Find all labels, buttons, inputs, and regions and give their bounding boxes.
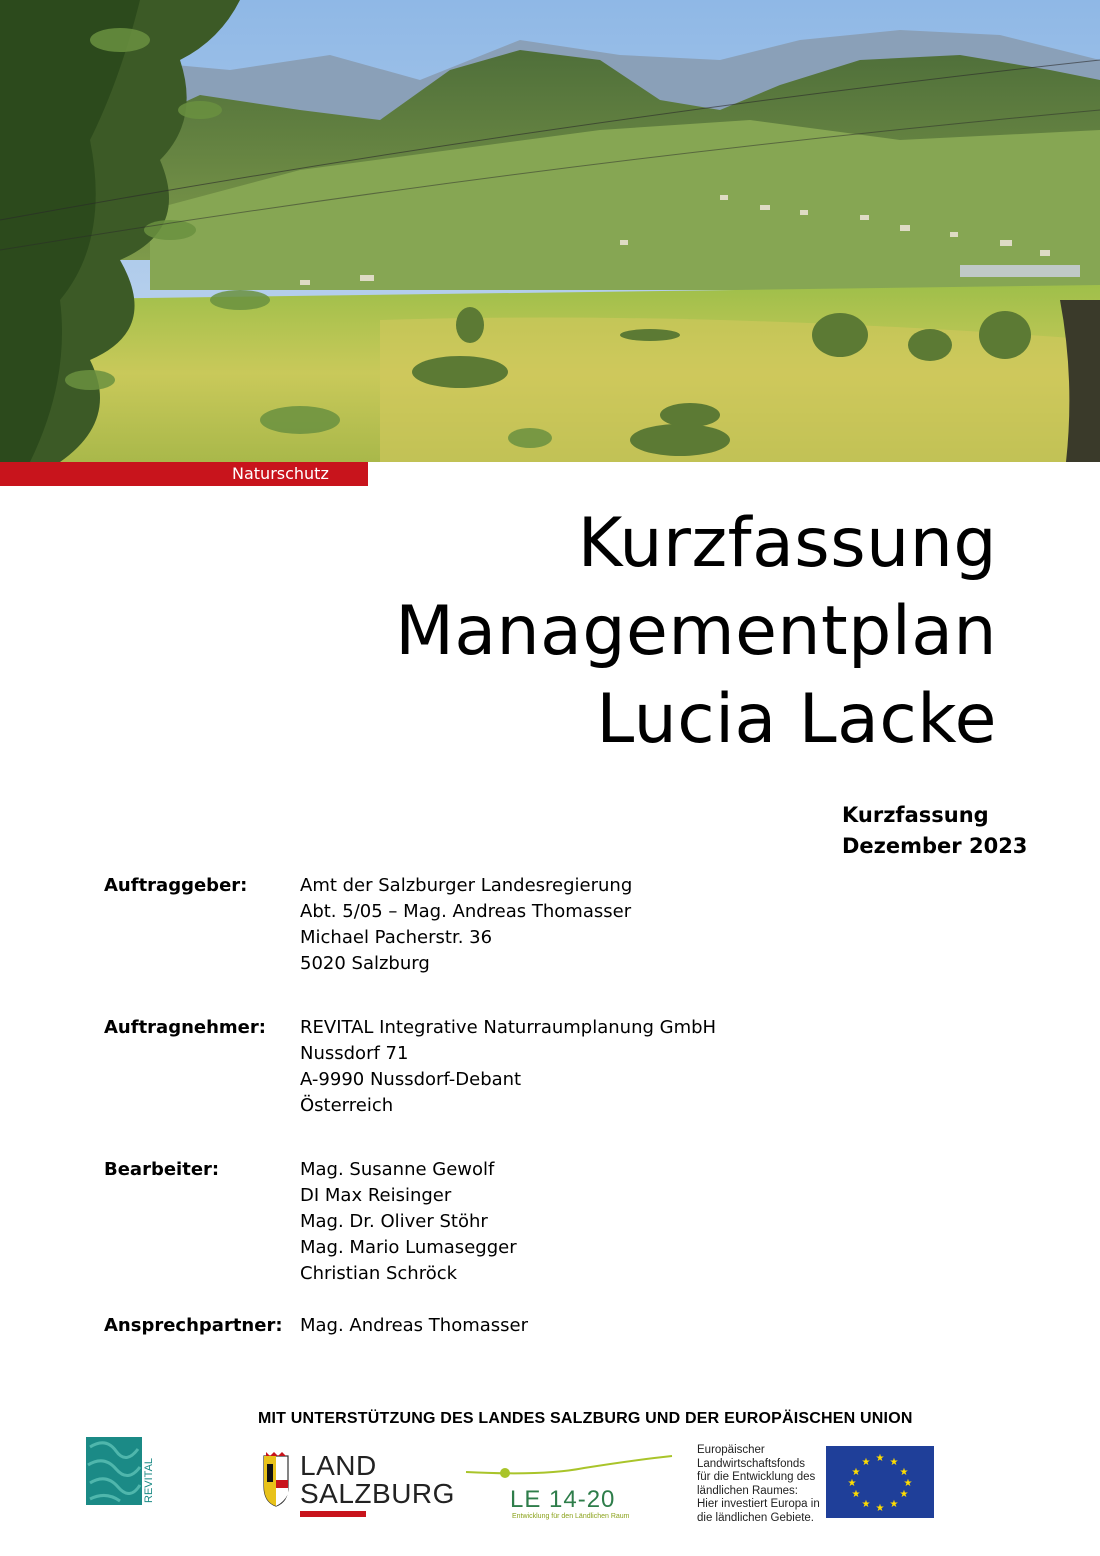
info-values (300, 1157, 517, 1287)
svg-text:★: ★ (899, 1489, 909, 1500)
eu-text-line: ländlichen Raumes: (697, 1484, 799, 1497)
info-values (300, 873, 632, 977)
cover-photo (0, 0, 1100, 462)
land-salzburg-red-bar (300, 1511, 366, 1517)
support-statement: MIT UNTERSTÜTZUNG DES LANDES SALZBURG UND DER EUROPÄISCHEN UNION (258, 1410, 913, 1427)
info-value: Österreich (300, 1095, 394, 1116)
contributors-table (104, 873, 716, 1367)
land-salzburg-line1: LAND (300, 1450, 377, 1481)
le-swoosh (464, 1454, 674, 1484)
svg-text:★: ★ (875, 1453, 885, 1464)
eu-text-line: für die Entwicklung des (697, 1471, 816, 1484)
le-logo-text: LE 14-20 (510, 1486, 616, 1513)
title-line: Kurzfassung (577, 504, 997, 583)
title-line: Lucia Lacke (596, 680, 997, 759)
le-logo-subtext: Entwicklung für den Ländlichen Raum (512, 1513, 630, 1520)
svg-text:★: ★ (889, 1457, 899, 1468)
salzburg-coat-of-arms (258, 1452, 294, 1508)
info-value: Christian Schröck (300, 1263, 458, 1284)
eu-flag-icon (826, 1446, 934, 1518)
info-row-auftragnehmer (104, 1015, 716, 1119)
info-label: Ansprechpartner: (104, 1315, 283, 1336)
document-subtitle (842, 800, 1027, 862)
revital-logo (86, 1437, 156, 1505)
category-tag-label: Naturschutz (232, 464, 329, 483)
info-row-auftraggeber (104, 873, 716, 977)
svg-text:★: ★ (903, 1478, 913, 1489)
info-value: Nussdorf 71 (300, 1043, 409, 1064)
info-value: REVITAL Integrative Naturraumplanung GmbH (300, 1017, 717, 1038)
info-label: Auftragnehmer: (104, 1017, 266, 1038)
info-values (300, 1015, 716, 1119)
subtitle-type: Kurzfassung (842, 803, 989, 827)
info-value: Mag. Andreas Thomasser (300, 1315, 528, 1336)
info-values (300, 1313, 528, 1339)
subtitle-date: Dezember 2023 (842, 834, 1028, 858)
svg-text:★: ★ (851, 1489, 861, 1500)
info-value: Abt. 5/05 – Mag. Andreas Thomasser (300, 901, 632, 922)
svg-text:★: ★ (861, 1457, 871, 1468)
info-value: A-9990 Nussdorf-Debant (300, 1069, 522, 1090)
eu-text-line: Hier investiert Europa in (697, 1498, 820, 1511)
info-value: DI Max Reisinger (300, 1185, 452, 1206)
info-value: Amt der Salzburger Landesregierung (300, 875, 633, 896)
info-value: 5020 Salzburg (300, 953, 430, 974)
title-line: Managementplan (395, 592, 997, 671)
info-value: Mag. Mario Lumasegger (300, 1237, 517, 1258)
info-value: Mag. Dr. Oliver Stöhr (300, 1211, 488, 1232)
eu-fund-text (697, 1444, 820, 1526)
info-row-ansprechpartner (104, 1313, 716, 1339)
eu-text-line: Landwirtschaftsfonds (697, 1457, 806, 1470)
info-row-bearbeiter (104, 1157, 716, 1287)
land-salzburg-line2: SALZBURG (300, 1478, 455, 1509)
eu-text-line: Europäischer (697, 1444, 765, 1456)
info-label: Bearbeiter: (104, 1159, 220, 1180)
revital-logo-text: REVITAL (143, 1457, 155, 1503)
category-tag (0, 462, 368, 486)
svg-text:★: ★ (851, 1467, 861, 1478)
info-value: Michael Pacherstr. 36 (300, 927, 493, 948)
svg-text:★: ★ (875, 1503, 885, 1514)
document-title (395, 500, 997, 764)
svg-text:★: ★ (899, 1467, 909, 1478)
svg-text:★: ★ (847, 1478, 857, 1489)
info-value: Mag. Susanne Gewolf (300, 1159, 495, 1180)
land-salzburg-wordmark (300, 1452, 455, 1508)
eu-text-line: die ländlichen Gebiete. (697, 1511, 814, 1524)
svg-text:★: ★ (889, 1499, 899, 1510)
info-label: Auftraggeber: (104, 875, 248, 896)
svg-text:★: ★ (861, 1499, 871, 1510)
